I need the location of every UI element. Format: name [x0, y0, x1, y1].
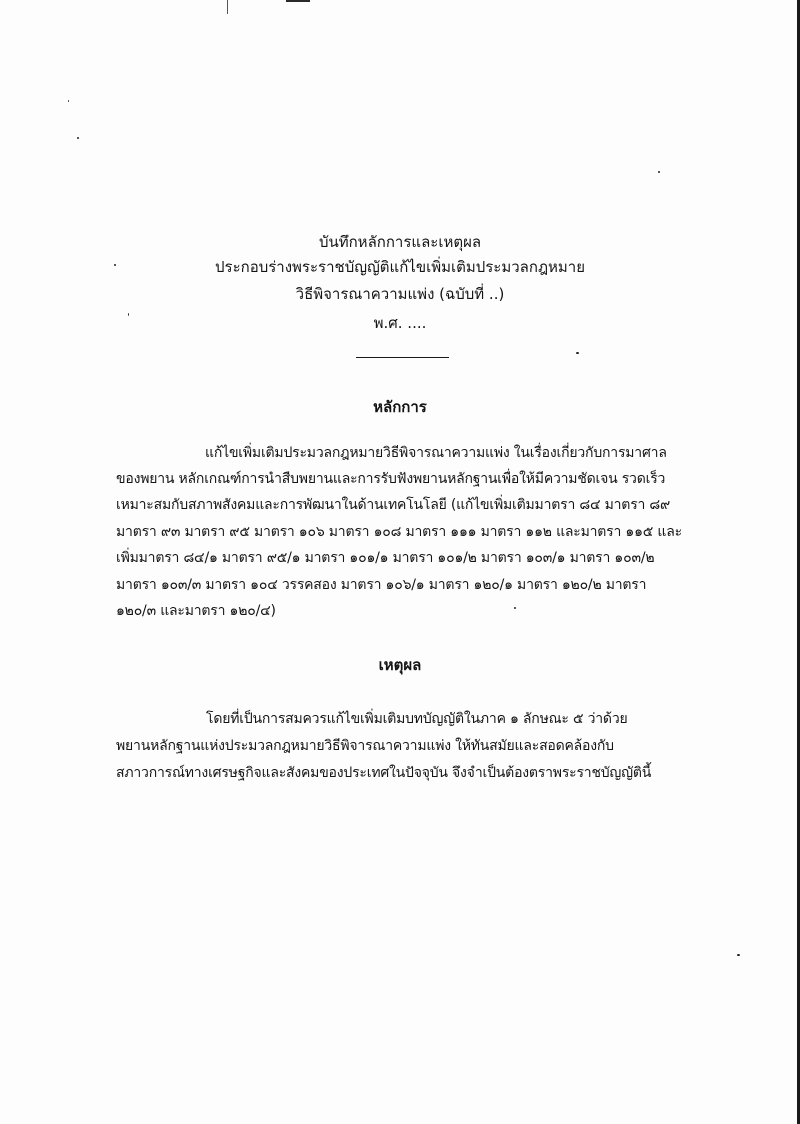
reason-heading: เหตุผล	[378, 656, 422, 674]
document-title-line-1: บันทึกหลักการและเหตุผล	[318, 233, 482, 251]
scan-speck	[737, 954, 740, 956]
scan-speck	[658, 171, 660, 173]
principle-line: เหมาะสมกับสภาพสังคมและการพัฒนาในด้านเทคโนโลยี (แก้ไขเพิ่มเติมมาตรา ๘๔ มาตรา ๘๙	[116, 497, 671, 513]
scan-speck	[68, 100, 69, 102]
principle-line: ๑๒๐/๓ และมาตรา ๑๒๐/๔)	[116, 603, 276, 619]
principle-line: มาตรา ๙๓ มาตรา ๙๕ มาตรา ๑๐๖ มาตรา ๑๐๘ มาตรา ๑๑๑ มาตรา ๑๑๒ และมาตรา ๑๑๕ และ	[116, 524, 682, 540]
scan-speck	[77, 137, 79, 139]
document-title-line-4: พ.ศ. ....	[373, 314, 427, 332]
principle-line: มาตรา ๑๐๓/๓ มาตรา ๑๐๔ วรรคสอง มาตรา ๑๐๖/๑ มาตรา ๑๒๐/๑ มาตรา ๑๒๐/๒ มาตรา	[116, 577, 647, 593]
principle-heading: หลักการ	[373, 398, 427, 416]
principle-line: แก้ไขเพิ่มเติมประมวลกฎหมายวิธีพิจารณาความแพ่ง ในเรื่องเกี่ยวกับการมาศาล	[205, 445, 667, 461]
document-title-line-3: วิธีพิจารณาความแพ่ง (ฉบับที่ ..)	[295, 285, 505, 303]
scan-mark	[286, 0, 310, 2]
document-title-line-2: ประกอบร่างพระราชบัญญัติแก้ไขเพิ่มเติมประมวลกฎหมาย	[214, 258, 586, 276]
principle-line: ของพยาน หลักเกณฑ์การนำสืบพยานและการรับฟังพยานหลักฐานเพื่อให้มีความชัดเจน รวดเร็ว	[116, 471, 666, 487]
reason-line: สภาวการณ์ทางเศรษฐกิจและสังคมของประเทศในปัจจุบัน จึงจำเป็นต้องตราพระราชบัญญัตินี้	[116, 765, 652, 781]
principle-line: เพิ่มมาตรา ๘๔/๑ มาตรา ๙๕/๑ มาตรา ๑๐๑/๑ มาตรา ๑๐๑/๒ มาตรา ๑๐๓/๑ มาตรา ๑๐๓/๒	[116, 550, 655, 566]
scan-tick	[227, 0, 228, 14]
scan-speck	[576, 352, 579, 354]
scan-speck	[514, 607, 516, 609]
reason-line: โดยที่เป็นการสมควรแก้ไขเพิ่มเติมบทบัญญัติในภาค ๑ ลักษณะ ๕ ว่าด้วย	[206, 711, 628, 727]
reason-line: พยานหลักฐานแห่งประมวลกฎหมายวิธีพิจารณาความแพ่ง ให้ทันสมัยและสอดคล้องกับ	[116, 738, 614, 754]
title-divider	[356, 357, 449, 358]
